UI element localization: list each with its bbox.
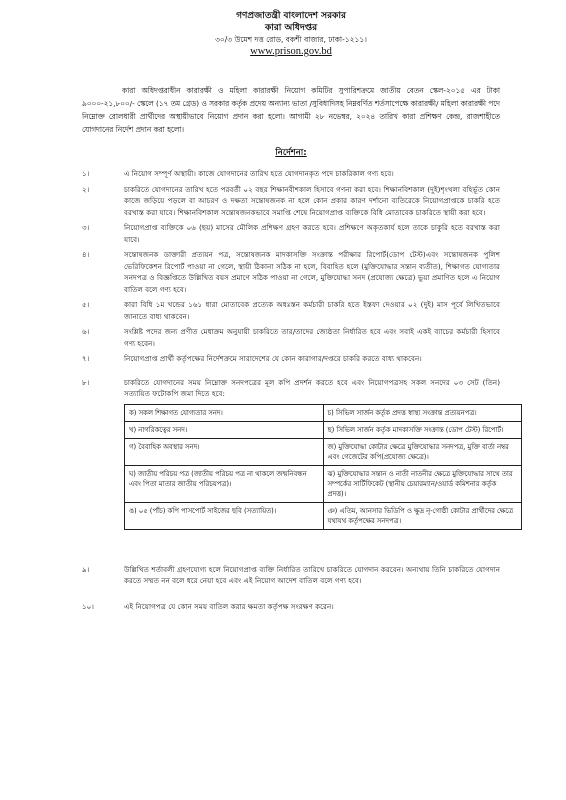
instruction-item bbox=[82, 299, 500, 322]
item-text: সংশ্লিষ্ট পদের জন্য প্রণীত মেধাক্রম অনুযায়ী চাকরিতে তার/তাদের জ্যেষ্ঠতা নির্ধারিত হবে এবং সবাই একই ব্যাচের কর্মচারী হিসাবে গণ্য হবেন। bbox=[124, 327, 500, 348]
table-row bbox=[125, 421, 522, 438]
office-address: ৩০/৩ উমেশ দত্ত রোড, বকশী বাজার, ঢাকা-১২১১। bbox=[215, 35, 367, 44]
item-text: এই নিয়োগপত্র যে কোন সময় বাতিল করার ক্ষমতা কর্তৃপক্ষ সংরক্ষণ করেন। bbox=[124, 601, 334, 611]
item-number: ৫। bbox=[82, 300, 90, 309]
table-row bbox=[125, 438, 522, 465]
item-number: ২। bbox=[82, 184, 90, 194]
item-number: ৯। bbox=[82, 564, 90, 574]
table-cell: জ) মুক্তিযোদ্ধা কোটার ক্ষেত্রে মুক্তিযোদ্ধার সনদপত্র, মুক্তি বার্তা নম্বর এবং গেজেটের কপি(প্রযোজ্য ক্ষেত্রে)। bbox=[323, 438, 522, 465]
instruction-list-continued bbox=[82, 564, 500, 613]
instruction-item bbox=[82, 601, 500, 613]
website-link[interactable]: www.prison.gov.bd bbox=[250, 46, 332, 57]
table-cell: ছ) সিভিল সার্জন কর্তৃক মাদকাসক্তি সংক্রান্ত (ডোপ টেস্ট) রিপোর্ট। bbox=[323, 421, 522, 438]
instruction-item bbox=[82, 184, 500, 219]
item-text: নিয়োগপ্রাপ্ত ব্যক্তিকে ০৬ (ছয়) মাসের মৌলিক প্রশিক্ষণ গ্রহণ করতে হবে। প্রশিক্ষণে অকৃতকার্য হলে তাকে চাকুরি হতে বরখাস্ত করা যাবে। bbox=[124, 223, 500, 244]
item-number: ৬। bbox=[82, 327, 90, 336]
table-cell: ঘ) জাতীয় পরিচয় পত্র (জাতীয় পরিচয় পত্র না থাকলে জন্মনিবন্ধন এবং পিতা মাতার জাতীয় পরিচয়পত্র)। bbox=[125, 465, 324, 502]
table-cell: চ) সিভিল সার্জন কর্তৃক প্রদত্ত স্বাস্থ্য সংক্রান্ত প্রত্যয়নপত্র। bbox=[323, 404, 522, 421]
instructions-heading-text: নির্দেশনা: bbox=[275, 148, 307, 158]
table-row bbox=[125, 502, 522, 529]
item-text: চাকরিতে যোগদানের তারিখ হতে পরবর্তী ০২ বছর শিক্ষানবীশকাল হিসাবে গণনা করা হবে। শিক্ষানবিশকাল (দুই)শৃংখলা বহির্ভূত কোন কাজে জড়িয়ে পড়লে বা আচরণ ও দক্ষতা সন্তোষজনক না হলে কোন প্রকার কারণ দর্শানো ব্যতিরেকে নিয়োগপ্রাপ্তকে চাকরি হতে বরখাস্ত করা যাবে। শিক্ষানবিশকাল সন্তোষজনকভাবে সমাপ্তি শেষে নিয়োগপ্রাপ্ত ব্যক্তিকে বিধি মোতাবেক চাকরিতে স্থায়ী করা হবে। bbox=[124, 184, 500, 217]
documents-table bbox=[124, 404, 522, 530]
table-cell: খ) নাগরিকত্বের সনদ। bbox=[125, 421, 324, 438]
instruction-list bbox=[82, 168, 500, 400]
instruction-item bbox=[82, 377, 500, 400]
item-text: চাকরিতে যোগদানের সময় নিম্নোক্ত সনদপত্রের মূল কপি প্রদর্শন করতে হবে এবং নিয়োগপত্রসহ সকল সনদের ০৩ সেট (তিন) সত্যায়িত ফটোকপি জমা দিতে হবে: bbox=[124, 377, 500, 398]
table-cell: ঙ) ০৫ (পাঁচ) কপি পাসপোর্ট সাইজের ছবি (সত্যায়িত)। bbox=[125, 502, 324, 529]
letterhead bbox=[82, 0, 500, 58]
item-text: এ নিয়োগ সম্পূর্ণ অস্থায়ী। কাজে যোগদানের তারিখ হতে যোগদানকৃত পদে চাকরিকাল গণ্য হবে। bbox=[124, 169, 394, 178]
item-number: ১। bbox=[82, 169, 90, 178]
table-cell: ঞ) এতিম, আনসার ভিডিপি ও ক্ষুদ্র নৃ-গোষ্ঠী কোটার প্রার্থীদের ক্ষেত্রে যথাযথ কর্তৃপক্ষের সনদপত্র। bbox=[323, 502, 522, 529]
instruction-item bbox=[82, 249, 500, 295]
instruction-item bbox=[82, 564, 500, 587]
item-text: সন্তোষজনক ডাক্তারী প্রত্যয়ন পত্র, সন্তোষজনক মাদকাসক্তি সংক্রান্ত পরীক্ষার রিপোর্ট(ডোপ টেস্ট)এবং সন্তোষজনক পুলিশ ভেরিফিকেশন রিপোর্ট পাওয়া না গেলে, স্থায়ী ঠিকানা সঠিক না হলে, বিবাহিত হলে (মুক্তিযোদ্ধার সন্তান ব্যতীত), শিক্ষাগত যোগ্যতার সনদপত্র ও বিজ্ঞপ্তিতে উল্লিখিত বয়স প্রমাণে সঠিক পাওয়া না গেলে, মুক্তিযোদ্ধা সনদ (প্রযোজ্য ক্ষেত্রে) ভুয়া প্রমাণিত হলে এ নিয়োগ বাতিল বলে গণ্য হবে। bbox=[124, 250, 500, 294]
instruction-item bbox=[82, 353, 500, 365]
item-text: নিয়োগপ্রাপ্ত প্রার্থী কর্তৃপক্ষের নির্দেশক্রমে সারাদেশের যে কোন কারাগার/দপ্তরে চাকরি করতে বাধ্য থাকবেন। bbox=[124, 354, 422, 363]
item-number: ৮। bbox=[82, 377, 90, 387]
item-number: ৭। bbox=[82, 354, 90, 363]
table-cell: ক) সকল শিক্ষাগত যোগ্যতার সনদ। bbox=[125, 404, 324, 421]
instructions-heading bbox=[82, 146, 500, 160]
government-name: গণপ্রজাতন্ত্রী বাংলাদেশ সরকার bbox=[236, 11, 346, 21]
instruction-item bbox=[82, 222, 500, 245]
table-row bbox=[125, 465, 522, 502]
table-row bbox=[125, 404, 522, 421]
item-number: ১০। bbox=[82, 601, 94, 611]
instruction-item bbox=[82, 326, 500, 349]
department-name: কারা অধিদপ্তর bbox=[264, 23, 318, 33]
item-text: উল্লিখিত শর্তাবলী গ্রহণযোগ্য হলে নিয়োগপ্রাপ্ত ব্যক্তি নির্ধারিত তারিখে চাকরিতে যোগদান করবেন। অন্যথায় তিনি চাকরিতে যোগদান করতে সম্মত নন বলে ধরে নেয়া হবে এবং এই নিয়োগ আদেশ বাতিল বলে গণ্য হবে। bbox=[124, 564, 500, 585]
table-cell: ঝ) মুক্তিযোদ্ধার সন্তান ও নাতী নাতনীর ক্ষেত্রে মুক্তিযোদ্ধার সাথে তার সম্পর্কের সার্টিফিকেট (স্থানীয় চেয়ারম্যান/ওয়ার্ড কমিশনার কর্তৃক প্রদত্ত)। bbox=[323, 465, 522, 502]
instruction-item bbox=[82, 168, 500, 180]
table-cell: গ) বৈবাহিক অবস্থার সনদ। bbox=[125, 438, 324, 465]
item-number: ৪। bbox=[82, 250, 90, 259]
item-number: ৩। bbox=[82, 223, 90, 232]
item-text: কারা বিধি ১ম খন্ডের ১৬১ ধারা মোতাবেক প্রত্যেক অধঃস্তন কর্মচারী চাকরি হতে ইস্তফা দেওয়ার ০২ (দুই) মাস পূর্বে লিখিতভাবে জানাতে বাধ্য থাকবেন। bbox=[124, 300, 500, 321]
intro-paragraph: কারা অধিদপ্তরাধীন কারারক্ষী ও মহিলা কারারক্ষী নিয়োগ কমিটির সুপারিশক্রমে জাতীয় বেতন স্কেল-২০১৫ এর টাকা ৯০০০-২১,৮০০/- স্কেলে (১৭ তম গ্রেড) ও সরকার কর্তৃক প্রদেয় অন্যান্য ভাতা /সুবিধাদিসহ নিম্নবর্ণিত শর্তসাপেক্ষে কারারক্ষী/ মহিলা কারারক্ষী পদে নিম্নোক্ত রোলধারী প্রার্থীদের অস্থায়ীভাবে নিয়োগ প্রদান করা হলো। আগামী ২৮ নভেম্বর, ২০২৪ তারিখ কারা প্রশিক্ষণ কেন্দ্র, রাজশাহীতে যোগদানের নির্দেশ প্রদান করা হলো। bbox=[82, 86, 500, 134]
